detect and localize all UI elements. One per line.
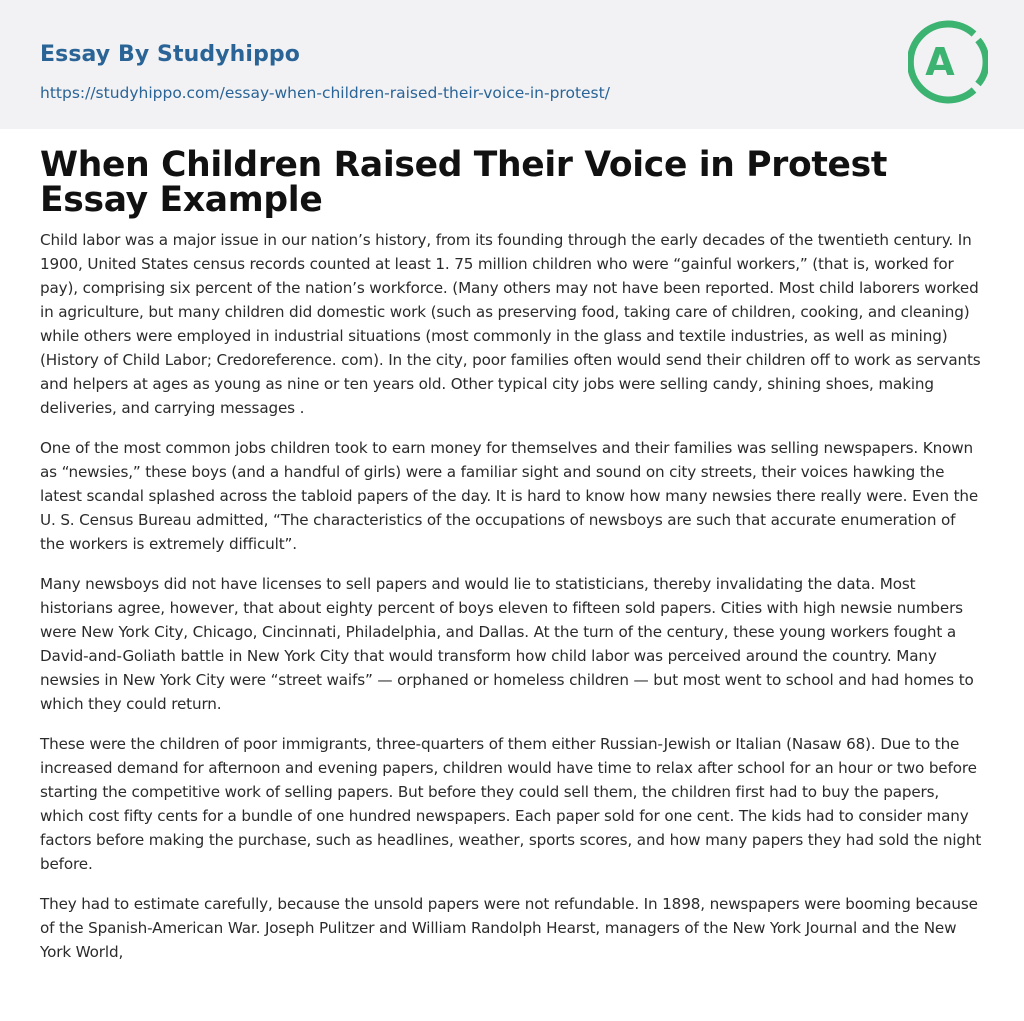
studyhippo-logo-icon[interactable]: [908, 18, 988, 106]
site-name[interactable]: Essay By Studyhippo: [40, 42, 300, 67]
article-paragraph-4: These were the children of poor immigrants, three-quarters of them either Russian-Jewish or Italian (Nasaw 68). Due to the increased demand for afternoon and evening papers, children would have time to relax after school for an hour or two before starting the competitive work of selling papers. But before they could sell them, the children first had to buy the papers, which cost fifty cents for a bundle of one hundred newspapers. Each paper sold for one cent. The kids had to consider many factors before making the purchase, such as headlines, weather, sports scores, and how many papers they had sold the night before.: [40, 735, 982, 873]
article-paragraph-5: They had to estimate carefully, because the unsold papers were not refundable. In 1898, newspapers were booming because of the Spanish-American War. Joseph Pulitzer and William Randolph Hearst, managers of the New York Journal and the New York World,: [40, 895, 978, 961]
article-paragraph-2: One of the most common jobs children took to earn money for themselves and their families was selling newspapers. Known as “newsies,” these boys (and a handful of girls) were a familiar sight and sound on city streets, their voices hawking the latest scandal splashed across the tabloid papers of the day. It is hard to know how many newsies there really were. Even the U. S. Census Bureau admitted, “The characteristics of the occupations of newsboys are such that accurate enumeration of the workers is extremely difficult”.: [40, 439, 979, 553]
article-body: [40, 228, 984, 980]
site-header: [0, 0, 1024, 129]
logo-letter: A: [925, 40, 955, 84]
article-paragraph-1: Child labor was a major issue in our nation’s history, from its founding through the early decades of the twentieth century. In 1900, United States census records counted at least 1. 75 million children who were “gainful workers,” (that is, worked for pay), comprising six percent of the nation’s workforce. (Many others may not have been reported. Most child laborers worked in agriculture, but many children did domestic work (such as preserving food, taking care of children, cooking, and cleaning) while others were employed in industrial situations (most commonly in the glass and textile industries, as well as mining) (History of Child Labor; Credoreference. com). In the city, poor families often would send their children off to work as servants and helpers at ages as young as nine or ten years old. Other typical city jobs were selling candy, shining shoes, making deliveries, and carrying messages .: [40, 231, 981, 417]
article-paragraph-3: Many newsboys did not have licenses to sell papers and would lie to statisticians, thereby invalidating the data. Most historians agree, however, that about eighty percent of boys eleven to fifteen sold papers. Cities with high newsie numbers were New York City, Chicago, Cincinnati, Philadelphia, and Dallas. At the turn of the century, these young workers fought a David-and-Goliath battle in New York City that would transform how child labor was perceived around the country. Many newsies in New York City were “street waifs” — orphaned or homeless children — but most went to school and had homes to which they could return.: [40, 575, 974, 713]
page-url-link[interactable]: https://studyhippo.com/essay-when-children-raised-their-voice-in-protest/: [40, 84, 610, 102]
article-title: When Children Raised Their Voice in Protest Essay Example: [40, 145, 888, 220]
